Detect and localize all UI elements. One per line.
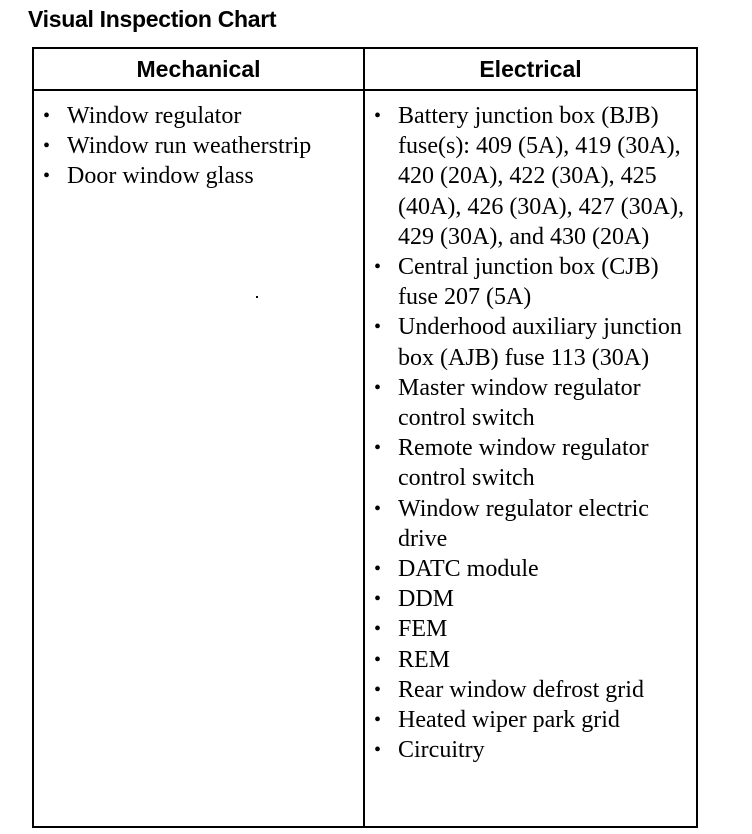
list-item: • DATC module: [365, 554, 692, 584]
mechanical-list: [34, 91, 363, 192]
list-item: • Heated wiper park grid: [365, 705, 692, 735]
list-item: • Battery junction box (BJB) fuse(s): 409 (5A), 419 (30A), 420 (20A), 422 (30A), 425 (40A), 426 (30A), 427 (30A), 429 (30A), and 430 (20A): [365, 101, 692, 252]
scan-speck: [256, 296, 258, 298]
list-item: • Window regulator electric drive: [365, 494, 692, 554]
column-header-mechanical: Mechanical: [33, 48, 364, 90]
list-item: • Remote window regulator control switch: [365, 433, 692, 493]
table-row: [33, 90, 697, 827]
inspection-chart-table: [32, 47, 698, 828]
list-item: • FEM: [365, 614, 692, 644]
list-item: • Window run weatherstrip: [34, 131, 359, 161]
list-item: • Rear window defrost grid: [365, 675, 692, 705]
column-header-electrical: Electrical: [364, 48, 697, 90]
list-item: • Central junction box (CJB) fuse 207 (5A): [365, 252, 692, 312]
list-item: • Door window glass: [34, 161, 359, 191]
list-item: • Master window regulator control switch: [365, 373, 692, 433]
electrical-cell: [364, 90, 697, 827]
list-item: • REM: [365, 645, 692, 675]
table-header-row: [33, 48, 697, 90]
list-item: • Circuitry: [365, 735, 692, 765]
list-item: • Underhood auxiliary junction box (AJB) fuse 113 (30A): [365, 312, 692, 372]
list-item: • Window regulator: [34, 101, 359, 131]
page-title: Visual Inspection Chart: [28, 6, 277, 32]
list-item: • DDM: [365, 584, 692, 614]
electrical-list: [365, 91, 696, 765]
mechanical-cell: [33, 90, 364, 827]
